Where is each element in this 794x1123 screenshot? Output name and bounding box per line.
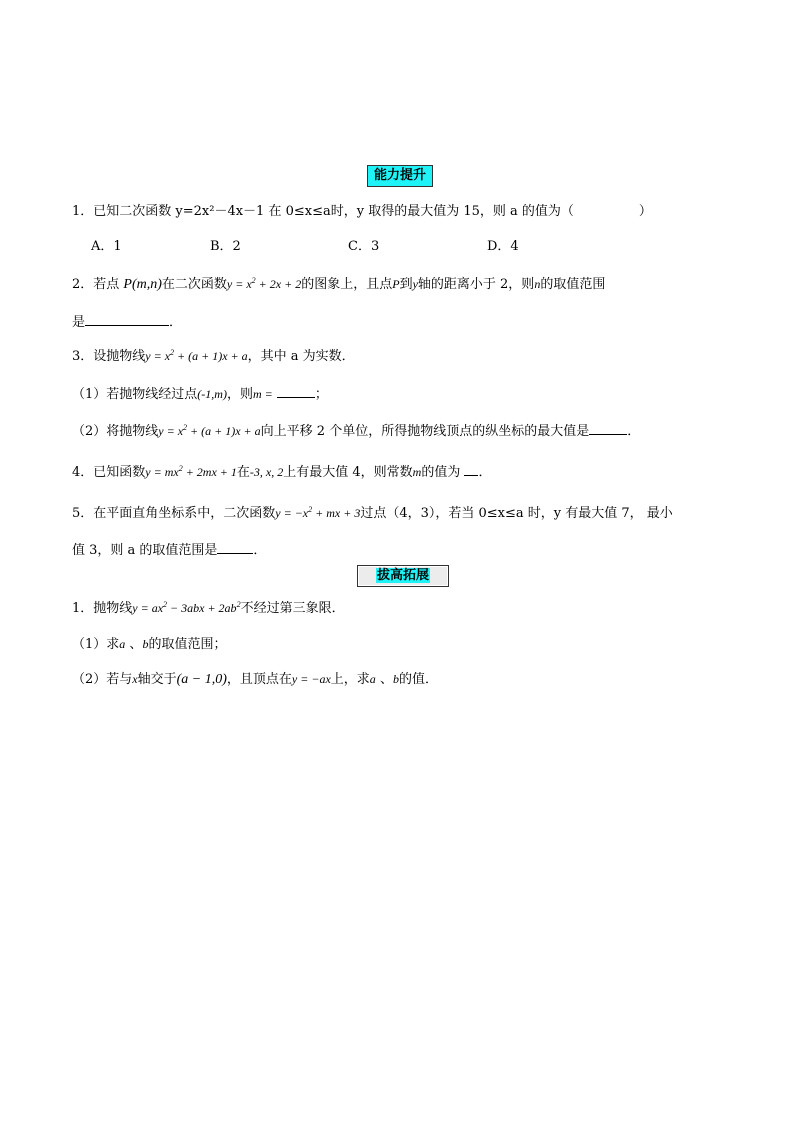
ext-question-1-part-2 xyxy=(72,670,438,689)
option-b: B．2 xyxy=(210,239,241,254)
ext-q1-text: 上，求 xyxy=(330,672,370,687)
q3-text: （1）若抛物线经过点 xyxy=(72,387,198,402)
q5-text: 5．在平面直角坐标系中，二次函数 xyxy=(72,506,276,521)
q2-text: 轴的距离小于 2，则 xyxy=(417,277,535,292)
q3-text: ，其中 a 为实数． xyxy=(247,349,355,364)
ext-q1-text: 、 xyxy=(379,672,393,687)
q4-text: 4．已知函数 xyxy=(72,465,146,480)
q3-text: （2）将抛物线 xyxy=(72,424,159,439)
q2-text: ． xyxy=(169,315,183,330)
answer-blank[interactable] xyxy=(217,540,253,554)
ext-q1-line: y = −ax xyxy=(291,672,331,686)
ext-question-1 xyxy=(72,599,345,618)
answer-blank[interactable] xyxy=(85,312,169,326)
ext-q1-var-a: a xyxy=(369,672,376,686)
ext-q1-text: 的值． xyxy=(398,672,438,687)
ext-q1-text: ，且顶点在 xyxy=(226,672,292,687)
q4-text: 的值为 xyxy=(421,465,465,480)
q4-text: ． xyxy=(478,465,492,480)
ext-q1-text: （1）求 xyxy=(72,637,120,652)
section-heading-extension xyxy=(357,565,449,587)
q3-text: 3．设抛物线 xyxy=(72,349,146,364)
q4-m: m xyxy=(412,465,422,479)
q3-text: ，则 xyxy=(226,387,253,402)
q2-text: 是 xyxy=(72,315,86,330)
question-5-line-1 xyxy=(72,504,673,523)
ext-q1-text: 、 xyxy=(129,637,143,652)
q2-text: 2．若点 xyxy=(72,277,124,292)
q2-text: 在二次函数 xyxy=(161,277,227,292)
q5-text: 过点（4，3），若当 0≤x≤a 时，y 有最大值 7， 最小 xyxy=(360,506,673,521)
q2-point: P(m,n) xyxy=(123,277,162,292)
ext-q1-x: x xyxy=(132,672,138,686)
option-d: D．4 xyxy=(487,239,519,254)
q2-y: y xyxy=(412,277,418,291)
q3-func: $y = x^2 + (a + 1)x + a$ xyxy=(145,348,248,363)
ext-q1-var-a: a xyxy=(119,637,126,651)
section-heading-extension-text: 拔高拓展 xyxy=(376,568,429,583)
question-5-line-2 xyxy=(72,540,266,560)
question-1: 1．已知二次函数 y=2x²－4x－1 在 0≤x≤a时，y 取得的最大值为 15，则 a 的值为（ ） xyxy=(72,204,652,219)
q2-n: n xyxy=(534,277,541,291)
option-c: C．3 xyxy=(348,239,380,254)
option-a: A．1 xyxy=(91,239,122,254)
ext-q1-var-b: b xyxy=(392,672,399,686)
q2-text: 的取值范围 xyxy=(540,277,606,292)
ext-q1-text: 轴交于 xyxy=(137,672,177,687)
q4-func: $y = mx^2 + 2mx + 1$ xyxy=(145,464,237,479)
question-4 xyxy=(72,462,491,482)
question-3 xyxy=(72,347,355,366)
q5-func: $y = -x^2$ + mx + 3 xyxy=(275,505,361,520)
q4-text: 在 xyxy=(236,465,250,480)
q3-point: (-1,m) xyxy=(197,387,227,401)
q4-range: -3, x, 2 xyxy=(249,465,284,479)
q2-func: $y = x^2 + 2x + 2$ xyxy=(226,276,302,291)
ext-q1-var-b: b xyxy=(142,637,149,651)
q5-text: 值 3，则 a 的取值范围是 xyxy=(72,543,218,558)
answer-blank[interactable] xyxy=(277,384,315,398)
question-3-part-2 xyxy=(72,421,640,441)
q4-text: 上有最大值 4，则常数 xyxy=(283,465,413,480)
q3-func-2: $y = x^2 + (a + 1)x + a$ xyxy=(158,423,261,438)
q3-text: 向上平移 2 个单位，所得抛物线顶点的纵坐标的最大值是 xyxy=(260,424,590,439)
ext-question-1-part-1 xyxy=(72,635,226,654)
q3-m: m = xyxy=(252,387,273,401)
question-3-part-1 xyxy=(72,384,328,404)
question-2-line-1 xyxy=(72,275,605,294)
ext-q1-text: 不经过第三象限． xyxy=(240,601,345,616)
question-2-line-2 xyxy=(72,312,182,332)
ext-q1-text: 1．抛物线 xyxy=(72,601,133,616)
ext-q1-func: $y = ax^2 - 3abx + 2ab^2$ xyxy=(132,600,241,615)
ext-q1-point: (a − 1,0) xyxy=(176,672,227,687)
q3-text: ； xyxy=(314,387,328,402)
q3-text: ． xyxy=(627,424,641,439)
answer-blank[interactable] xyxy=(589,421,627,435)
q2-text: 到 xyxy=(399,277,413,292)
q2-p: P xyxy=(392,277,400,291)
section-heading-ability: 能力提升 xyxy=(367,165,433,187)
answer-blank[interactable] xyxy=(464,462,478,476)
ext-q1-text: 的取值范围； xyxy=(148,637,227,652)
q2-text: 的图象上，且点 xyxy=(301,277,393,292)
ext-q1-text: （2）若与 xyxy=(72,672,133,687)
q5-text: ． xyxy=(253,543,267,558)
